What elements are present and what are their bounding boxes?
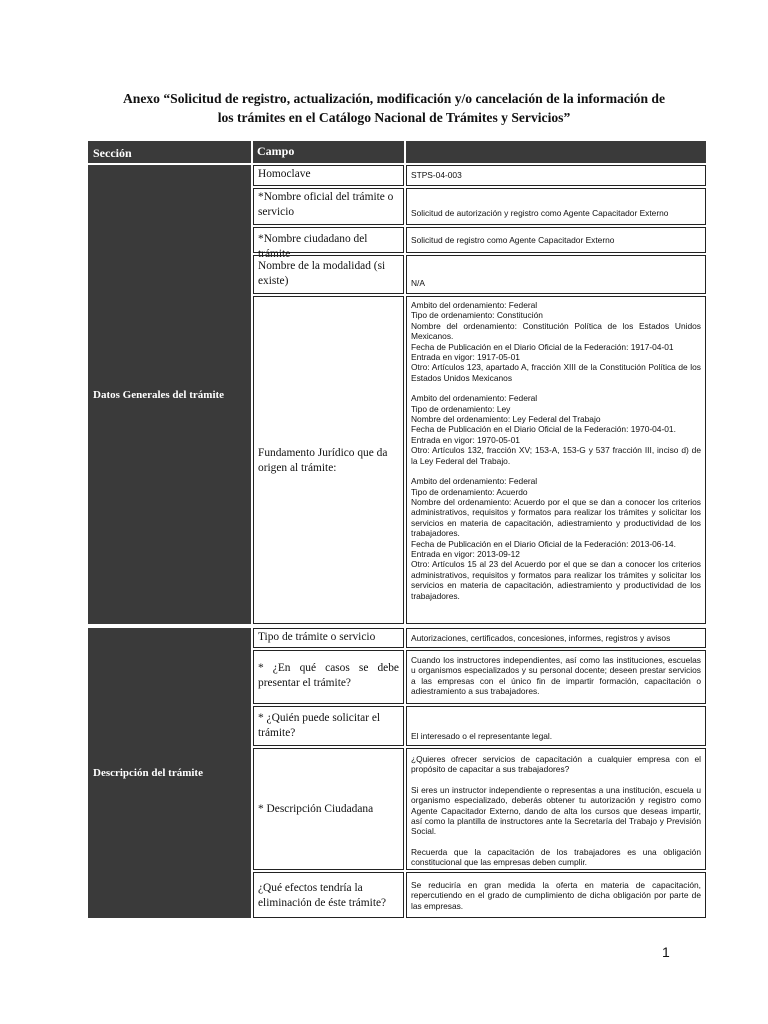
value-quien-puede — [406, 706, 706, 746]
value-text: El interesado o el representante legal. — [411, 730, 553, 741]
value-text: Autorizaciones, certificados, concesiones, informes, registros y avisos — [411, 632, 671, 643]
value-nombre-oficial — [406, 188, 706, 225]
field-label: * Descripción Ciudadana — [258, 803, 374, 815]
value-homoclave — [406, 165, 706, 186]
header-seccion — [88, 141, 251, 163]
title-line-2: los trámites en el Catálogo Nacional de Trámites y Servicios” — [217, 110, 571, 125]
field-label: * ¿En qué casos se debe presentar el trámite? — [258, 662, 399, 689]
fundamento-ley-federal: Ambito del ordenamiento: Federal Tipo de ordenamiento: Ley Nombre del ordenamiento: Ley Federal del Trabajo Fecha de Publicación en el Diario Oficial de la Federación: 1970-04-01. Entrada en vigor: 1970-05-01 Otro: Artículos 132, fracción XV; 153-A, 153-G y 537 fracción III, inciso d) de la Ley Federal del Trabajo. — [411, 393, 701, 466]
field-nombre-ciudadano — [253, 227, 404, 260]
section-descripcion — [88, 628, 251, 918]
descripcion-parrafo-3: Recuerda que la capacitación de los trabajadores es una obligación constitucional que las empresas deben cumplir. — [411, 846, 701, 868]
section-descripcion-label: Descripción del trámite — [93, 767, 203, 779]
descripcion-parrafo-2: Si eres un instructor independiente o representas a una institución, escuela u organismo especializado, deberás obtener tu autorización y registro como Agente Capacitador Externo, dando de alta los cursos que deseas impartir, así como la plantilla de instructores ante la Secretaría del Trabajo y Previsión Social. — [411, 784, 701, 837]
field-label: * ¿Quién puede solicitar el trámite? — [258, 712, 381, 739]
field-tipo-tramite — [253, 628, 404, 648]
header-campo-label: Campo — [257, 144, 295, 158]
section-datos-generales-label: Datos Generales del trámite — [93, 388, 225, 401]
field-label: Tipo de trámite o servicio — [258, 631, 376, 643]
field-label: Fundamento Jurídico que da origen al trámite: — [258, 446, 388, 474]
value-modalidad — [406, 255, 706, 294]
field-que-efectos — [253, 872, 404, 918]
field-homoclave — [253, 165, 404, 186]
fundamento-acuerdo: Ambito del ordenamiento: Federal Tipo de ordenamiento: Acuerdo Nombre del ordenamiento: Acuerdo por el que se dan a conocer los criterios administrativos, requisitos y formatos para realizar los trámites y solicitar los servicios en materia de capacitación, adiestramiento y productividad de los trabajadores. Fecha de Publicación en el Diario Oficial de la Federación: 2013-06-14. Entrada en vigor: 2013-09-12 Otro: Artículos 15 al 23 del Acuerdo por el que se dan a conocer los criterios administrativos, requisitos y formatos para realizar los trámites y solicitar los servicios en materia de capacitación, adiestramiento y productividad de los trabajadores. — [411, 476, 701, 601]
value-en-que-casos — [406, 650, 706, 704]
value-text: STPS-04-003 — [411, 170, 462, 181]
value-text: N/A — [411, 277, 425, 288]
field-quien-puede — [253, 706, 404, 746]
field-label: *Nombre oficial del trámite o servicio — [258, 191, 394, 218]
header-seccion-label: Sección — [93, 146, 132, 160]
field-label: *Nombre ciudadano del trámite — [258, 233, 368, 260]
field-label: ¿Qué efectos tendría la eliminación de éste trámite? — [258, 882, 387, 909]
descripcion-parrafo-1: ¿Quieres ofrecer servicios de capacitación a cualquier empresa con el propósito de capacitar a sus trabajadores? — [411, 754, 701, 775]
value-text: Cuando los instructores independientes, así como las instituciones, escuelas u organismos especializados y su personal docente; deseen prestar servicios a las empresas con el único fin de impartir formación, capacitación o adiestramiento a sus trabajadores. — [411, 655, 701, 697]
header-campo — [253, 141, 404, 163]
value-text: Se reduciría en gran medida la oferta en materia de capacitación, repercutiendo en el grado de cumplimiento de dicha obligación por parte de las empresas. — [411, 880, 701, 911]
fundamento-constitucion: Ambito del ordenamiento: Federal Tipo de ordenamiento: Constitución Nombre del ordenamiento: Constitución Política de los Estados Unidos Mexicanos. Fecha de Publicación en el Diario Oficial de la Federación: 1917-04-01 Entrada en vigor: 1917-05-01 Otro: Artículos 123, apartado A, fracción XIII de la Constitución Política de los Estados Unidos Mexicanos — [411, 300, 701, 383]
field-descripcion-ciudadana — [253, 748, 404, 870]
header-valor — [406, 141, 706, 163]
field-en-que-casos — [253, 650, 404, 704]
value-fundamento — [406, 296, 706, 624]
field-modalidad — [253, 255, 404, 294]
title-line-1: Anexo “Solicitud de registro, actualización, modificación y/o cancelación de la información de — [122, 91, 666, 106]
value-descripcion-ciudadana — [406, 748, 706, 870]
field-nombre-oficial — [253, 188, 404, 225]
value-text: Solicitud de registro como Agente Capacitador Externo — [411, 234, 615, 245]
document-title — [60, 89, 728, 127]
field-label: Homoclave — [258, 168, 311, 180]
value-nombre-ciudadano — [406, 227, 706, 253]
field-label: Nombre de la modalidad (si existe) — [258, 260, 386, 287]
value-tipo-tramite — [406, 628, 706, 648]
section-datos-generales — [88, 165, 251, 624]
value-text: Solicitud de autorización y registro como Agente Capacitador Externo — [411, 207, 669, 218]
value-que-efectos — [406, 872, 706, 918]
field-fundamento — [253, 296, 404, 624]
page-number: 1 — [662, 944, 670, 960]
